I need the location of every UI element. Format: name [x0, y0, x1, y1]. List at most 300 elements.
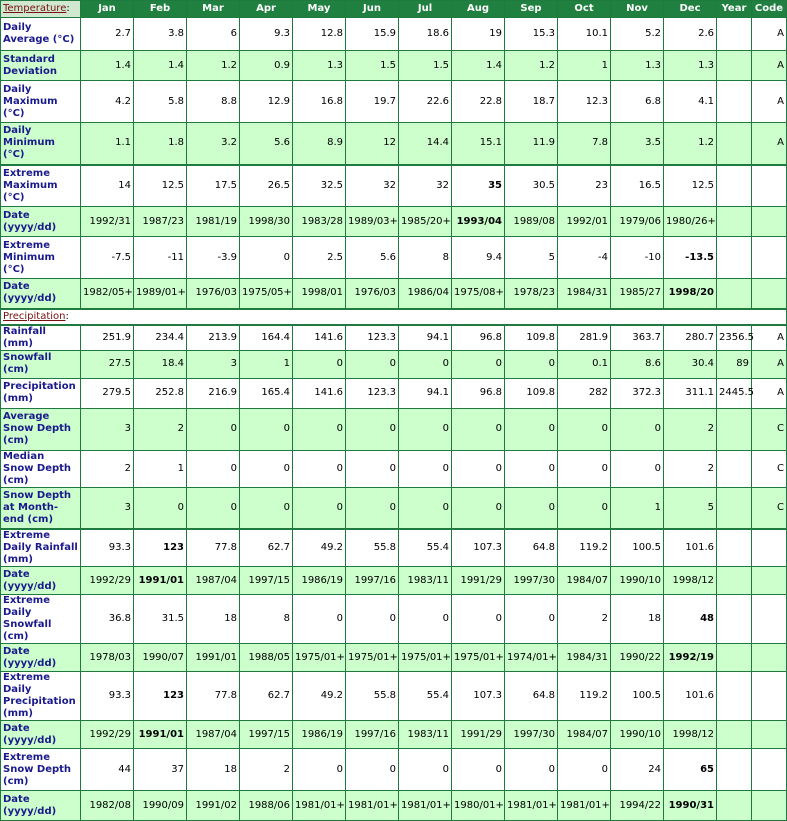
code-cell: C [752, 408, 787, 450]
value-cell: 1986/19 [293, 567, 346, 595]
code-cell: A [752, 325, 787, 351]
value-cell: 1.4 [452, 51, 505, 81]
value-cell: 49.2 [293, 672, 346, 721]
code-cell [752, 672, 787, 721]
value-cell: 372.3 [611, 378, 664, 408]
value-cell: 2 [664, 450, 717, 487]
value-cell: 0 [399, 749, 452, 791]
row-label: Daily Maximum (°C) [1, 81, 81, 123]
row-label: Snow Depth at Month-end (cm) [1, 487, 81, 529]
value-cell: 1991/01 [134, 721, 187, 749]
value-cell: 96.8 [452, 378, 505, 408]
value-cell: 363.7 [611, 325, 664, 351]
value-cell: 5 [664, 487, 717, 529]
year-cell [717, 791, 752, 821]
row-extreme-snow-depth-date [1, 791, 787, 821]
value-cell: 2 [81, 450, 134, 487]
value-cell: 1990/22 [611, 644, 664, 672]
year-cell [717, 672, 752, 721]
code-header: Code [752, 1, 787, 18]
value-cell: 1984/07 [558, 721, 611, 749]
value-cell: 0 [611, 408, 664, 450]
row-label: Snowfall (cm) [1, 350, 81, 378]
value-cell: 10.1 [558, 18, 611, 51]
year-cell: 2445.5 [717, 378, 752, 408]
value-cell: 0 [558, 749, 611, 791]
value-cell: 19.7 [346, 81, 399, 123]
value-cell: 19 [452, 18, 505, 51]
value-cell: 1.5 [346, 51, 399, 81]
value-cell: 1992/29 [81, 721, 134, 749]
row-label: Precipitation (mm) [1, 378, 81, 408]
row-snow-depth-month-end [1, 487, 787, 529]
value-cell: 6 [187, 18, 240, 51]
value-cell: 18 [187, 595, 240, 644]
value-cell: 1.3 [664, 51, 717, 81]
row-extreme-snow-depth [1, 749, 787, 791]
value-cell: 1997/16 [346, 567, 399, 595]
value-cell: 281.9 [558, 325, 611, 351]
value-cell: 2.7 [81, 18, 134, 51]
value-cell: 64.8 [505, 672, 558, 721]
value-cell: 12.3 [558, 81, 611, 123]
value-cell: 1998/20 [664, 279, 717, 309]
year-cell [717, 123, 752, 165]
row-label: Date (yyyy/dd) [1, 279, 81, 309]
value-cell: 8.8 [187, 81, 240, 123]
value-cell: 44 [81, 749, 134, 791]
year-cell [717, 81, 752, 123]
value-cell: 1.3 [611, 51, 664, 81]
month-header: Jun [346, 1, 399, 18]
row-rainfall [1, 325, 787, 351]
value-cell: 1981/01+ [505, 791, 558, 821]
value-cell: 77.8 [187, 672, 240, 721]
value-cell: 0 [187, 487, 240, 529]
precipitation-heading: Precipitation: [1, 309, 787, 325]
value-cell: 165.4 [240, 378, 293, 408]
value-cell: 1981/19 [187, 207, 240, 237]
value-cell: 2 [134, 408, 187, 450]
value-cell: 0 [293, 595, 346, 644]
value-cell: 0 [346, 595, 399, 644]
value-cell: 1990/10 [611, 567, 664, 595]
row-label: Extreme Daily Precipitation (mm) [1, 672, 81, 721]
value-cell: 1991/29 [452, 567, 505, 595]
value-cell: 1984/31 [558, 279, 611, 309]
value-cell: 1994/22 [611, 791, 664, 821]
value-cell: 93.3 [81, 529, 134, 567]
value-cell: -4 [558, 237, 611, 279]
code-cell [752, 644, 787, 672]
value-cell: 0 [399, 450, 452, 487]
value-cell: 0.1 [558, 350, 611, 378]
value-cell: 5.2 [611, 18, 664, 51]
value-cell: 1975/01+ [399, 644, 452, 672]
value-cell: 94.1 [399, 325, 452, 351]
code-cell [752, 529, 787, 567]
code-cell: A [752, 378, 787, 408]
value-cell: 1991/02 [187, 791, 240, 821]
value-cell: 62.7 [240, 672, 293, 721]
month-header: Oct [558, 1, 611, 18]
value-cell: 15.1 [452, 123, 505, 165]
value-cell: 0 [505, 350, 558, 378]
year-cell: 89 [717, 350, 752, 378]
value-cell: 4.2 [81, 81, 134, 123]
row-label: Average Snow Depth (cm) [1, 408, 81, 450]
value-cell: 0 [293, 408, 346, 450]
value-cell: 0 [134, 487, 187, 529]
value-cell: 1992/29 [81, 567, 134, 595]
value-cell: 12.9 [240, 81, 293, 123]
value-cell: 311.1 [664, 378, 717, 408]
value-cell: 0 [240, 450, 293, 487]
value-cell: 12 [346, 123, 399, 165]
value-cell: 0 [505, 487, 558, 529]
year-cell [717, 408, 752, 450]
value-cell: 3.8 [134, 18, 187, 51]
year-cell [717, 529, 752, 567]
value-cell: 1982/08 [81, 791, 134, 821]
value-cell: 18.7 [505, 81, 558, 123]
value-cell: 1 [611, 487, 664, 529]
row-daily-minimum [1, 123, 787, 165]
row-label: Date (yyyy/dd) [1, 791, 81, 821]
value-cell: 0 [399, 487, 452, 529]
value-cell: 2.6 [664, 18, 717, 51]
value-cell: 0 [399, 595, 452, 644]
value-cell: 0 [452, 408, 505, 450]
value-cell: 0 [505, 749, 558, 791]
value-cell: 1 [134, 450, 187, 487]
row-average-snow-depth [1, 408, 787, 450]
row-label: Extreme Snow Depth (cm) [1, 749, 81, 791]
value-cell: 0 [346, 408, 399, 450]
value-cell: 0 [505, 595, 558, 644]
row-extreme-minimum-date [1, 279, 787, 309]
value-cell: 2 [664, 408, 717, 450]
value-cell: 1992/01 [558, 207, 611, 237]
month-header: May [293, 1, 346, 18]
value-cell: 216.9 [187, 378, 240, 408]
value-cell: 30.4 [664, 350, 717, 378]
value-cell: 109.8 [505, 325, 558, 351]
value-cell: 0.9 [240, 51, 293, 81]
value-cell: 3.2 [187, 123, 240, 165]
value-cell: 0 [293, 749, 346, 791]
value-cell: 252.8 [134, 378, 187, 408]
month-header: Dec [664, 1, 717, 18]
row-snowfall [1, 350, 787, 378]
value-cell: 0 [399, 408, 452, 450]
row-label: Daily Average (°C) [1, 18, 81, 51]
code-cell: C [752, 487, 787, 529]
value-cell: -10 [611, 237, 664, 279]
value-cell: 9.4 [452, 237, 505, 279]
value-cell: 279.5 [81, 378, 134, 408]
value-cell: 107.3 [452, 672, 505, 721]
row-label: Extreme Maximum (°C) [1, 165, 81, 207]
value-cell: 8 [240, 595, 293, 644]
value-cell: 107.3 [452, 529, 505, 567]
value-cell: 0 [346, 487, 399, 529]
value-cell: 2 [558, 595, 611, 644]
code-cell [752, 721, 787, 749]
value-cell: 1989/03+ [346, 207, 399, 237]
value-cell: 8 [399, 237, 452, 279]
value-cell: 1975/01+ [293, 644, 346, 672]
row-label: Median Snow Depth (cm) [1, 450, 81, 487]
year-cell [717, 487, 752, 529]
year-cell [717, 165, 752, 207]
value-cell: 1986/19 [293, 721, 346, 749]
value-cell: 1987/04 [187, 567, 240, 595]
value-cell: 1984/07 [558, 567, 611, 595]
value-cell: 101.6 [664, 672, 717, 721]
code-cell: C [752, 450, 787, 487]
month-header: Nov [611, 1, 664, 18]
value-cell: 26.5 [240, 165, 293, 207]
value-cell: 94.1 [399, 378, 452, 408]
value-cell: 1975/01+ [452, 644, 505, 672]
precipitation-section-row [1, 309, 787, 325]
row-label: Standard Deviation [1, 51, 81, 81]
month-header: Mar [187, 1, 240, 18]
value-cell: 55.4 [399, 672, 452, 721]
value-cell: 1988/06 [240, 791, 293, 821]
value-cell: 1998/12 [664, 567, 717, 595]
value-cell: -7.5 [81, 237, 134, 279]
row-extreme-daily-snowfall-date [1, 644, 787, 672]
value-cell: 1 [240, 350, 293, 378]
value-cell: 1.4 [134, 51, 187, 81]
value-cell: 100.5 [611, 672, 664, 721]
value-cell: 3 [81, 487, 134, 529]
value-cell: 0 [187, 408, 240, 450]
value-cell: 11.9 [505, 123, 558, 165]
value-cell: 0 [611, 450, 664, 487]
code-cell [752, 165, 787, 207]
year-cell [717, 721, 752, 749]
value-cell: 77.8 [187, 529, 240, 567]
month-header: Sep [505, 1, 558, 18]
value-cell: 8.6 [611, 350, 664, 378]
value-cell: 0 [293, 487, 346, 529]
code-cell: A [752, 51, 787, 81]
value-cell: 1.2 [187, 51, 240, 81]
value-cell: 1983/11 [399, 567, 452, 595]
month-header: Feb [134, 1, 187, 18]
code-cell: A [752, 123, 787, 165]
value-cell: 1985/27 [611, 279, 664, 309]
code-cell: A [752, 81, 787, 123]
value-cell: 1976/03 [187, 279, 240, 309]
row-label: Extreme Daily Rainfall (mm) [1, 529, 81, 567]
value-cell: 62.7 [240, 529, 293, 567]
value-cell: 1.1 [81, 123, 134, 165]
value-cell: 1988/05 [240, 644, 293, 672]
value-cell: 17.5 [187, 165, 240, 207]
value-cell: 55.4 [399, 529, 452, 567]
value-cell: 14.4 [399, 123, 452, 165]
code-cell [752, 279, 787, 309]
value-cell: 48 [664, 595, 717, 644]
value-cell: 5.6 [346, 237, 399, 279]
value-cell: 5.6 [240, 123, 293, 165]
value-cell: 1983/11 [399, 721, 452, 749]
value-cell: 35 [452, 165, 505, 207]
value-cell: 18.4 [134, 350, 187, 378]
value-cell: 119.2 [558, 529, 611, 567]
value-cell: 1.5 [399, 51, 452, 81]
value-cell: 1989/08 [505, 207, 558, 237]
value-cell: 1991/01 [134, 567, 187, 595]
year-cell [717, 51, 752, 81]
value-cell: 1975/08+ [452, 279, 505, 309]
value-cell: 36.8 [81, 595, 134, 644]
value-cell: 251.9 [81, 325, 134, 351]
row-extreme-daily-precipitation [1, 672, 787, 721]
value-cell: 1989/01+ [134, 279, 187, 309]
value-cell: 109.8 [505, 378, 558, 408]
value-cell: 0 [452, 487, 505, 529]
value-cell: 3.5 [611, 123, 664, 165]
value-cell: 0 [558, 408, 611, 450]
value-cell: 0 [399, 350, 452, 378]
value-cell: 65 [664, 749, 717, 791]
value-cell: 123 [134, 672, 187, 721]
row-extreme-daily-precipitation-date [1, 721, 787, 749]
value-cell: 1.2 [664, 123, 717, 165]
value-cell: 31.5 [134, 595, 187, 644]
value-cell: 96.8 [452, 325, 505, 351]
value-cell: 141.6 [293, 325, 346, 351]
month-header: Aug [452, 1, 505, 18]
header-row [1, 1, 787, 18]
month-header: Jan [81, 1, 134, 18]
value-cell: 0 [346, 350, 399, 378]
value-cell: 123.3 [346, 325, 399, 351]
row-label: Rainfall (mm) [1, 325, 81, 351]
value-cell: 2.5 [293, 237, 346, 279]
value-cell: 1992/31 [81, 207, 134, 237]
value-cell: 1978/23 [505, 279, 558, 309]
month-header: Apr [240, 1, 293, 18]
row-label: Extreme Daily Snowfall (cm) [1, 595, 81, 644]
value-cell: 0 [293, 350, 346, 378]
year-cell [717, 749, 752, 791]
value-cell: 1997/30 [505, 567, 558, 595]
value-cell: 5.8 [134, 81, 187, 123]
value-cell: 1985/20+ [399, 207, 452, 237]
code-cell [752, 567, 787, 595]
value-cell: 1981/01+ [293, 791, 346, 821]
value-cell: 1993/04 [452, 207, 505, 237]
value-cell: 1975/01+ [346, 644, 399, 672]
value-cell: 37 [134, 749, 187, 791]
value-cell: 9.3 [240, 18, 293, 51]
value-cell: 164.4 [240, 325, 293, 351]
value-cell: 1990/09 [134, 791, 187, 821]
value-cell: 1990/10 [611, 721, 664, 749]
row-label: Date (yyyy/dd) [1, 721, 81, 749]
value-cell: 1984/31 [558, 644, 611, 672]
year-cell [717, 18, 752, 51]
value-cell: 1990/31 [664, 791, 717, 821]
value-cell: 32 [346, 165, 399, 207]
value-cell: 141.6 [293, 378, 346, 408]
value-cell: 0 [346, 749, 399, 791]
code-cell [752, 749, 787, 791]
value-cell: -3.9 [187, 237, 240, 279]
row-extreme-daily-rainfall-date [1, 567, 787, 595]
value-cell: 12.5 [664, 165, 717, 207]
value-cell: 15.3 [505, 18, 558, 51]
value-cell: 1.8 [134, 123, 187, 165]
value-cell: 0 [346, 450, 399, 487]
row-extreme-daily-snowfall [1, 595, 787, 644]
year-cell [717, 450, 752, 487]
month-header: Jul [399, 1, 452, 18]
value-cell: 1997/15 [240, 721, 293, 749]
value-cell: 1.4 [81, 51, 134, 81]
value-cell: 0 [452, 595, 505, 644]
temperature-heading-text: Temperature [3, 3, 67, 14]
value-cell: 0 [293, 450, 346, 487]
row-daily-maximum [1, 81, 787, 123]
year-header: Year [717, 1, 752, 18]
value-cell: 1987/04 [187, 721, 240, 749]
value-cell: 0 [558, 487, 611, 529]
value-cell: 1983/28 [293, 207, 346, 237]
value-cell: 1 [558, 51, 611, 81]
value-cell: 1.2 [505, 51, 558, 81]
value-cell: 32.5 [293, 165, 346, 207]
code-cell [752, 595, 787, 644]
value-cell: 8.9 [293, 123, 346, 165]
value-cell: 1.3 [293, 51, 346, 81]
value-cell: 1998/12 [664, 721, 717, 749]
value-cell: 1978/03 [81, 644, 134, 672]
value-cell: 1998/01 [293, 279, 346, 309]
value-cell: 0 [558, 450, 611, 487]
value-cell: 22.6 [399, 81, 452, 123]
value-cell: 0 [187, 450, 240, 487]
row-extreme-minimum [1, 237, 787, 279]
value-cell: 119.2 [558, 672, 611, 721]
value-cell: 5 [505, 237, 558, 279]
value-cell: 55.8 [346, 672, 399, 721]
value-cell: 0 [240, 408, 293, 450]
value-cell: -13.5 [664, 237, 717, 279]
value-cell: 0 [240, 487, 293, 529]
value-cell: 6.8 [611, 81, 664, 123]
value-cell: 3 [81, 408, 134, 450]
value-cell: 1981/01+ [399, 791, 452, 821]
row-label: Daily Minimum (°C) [1, 123, 81, 165]
value-cell: 18 [611, 595, 664, 644]
value-cell: 32 [399, 165, 452, 207]
value-cell: 282 [558, 378, 611, 408]
value-cell: 55.8 [346, 529, 399, 567]
value-cell: 24 [611, 749, 664, 791]
value-cell: 12.5 [134, 165, 187, 207]
row-daily-average [1, 18, 787, 51]
value-cell: 2 [240, 749, 293, 791]
value-cell: 213.9 [187, 325, 240, 351]
value-cell: 1981/01+ [346, 791, 399, 821]
